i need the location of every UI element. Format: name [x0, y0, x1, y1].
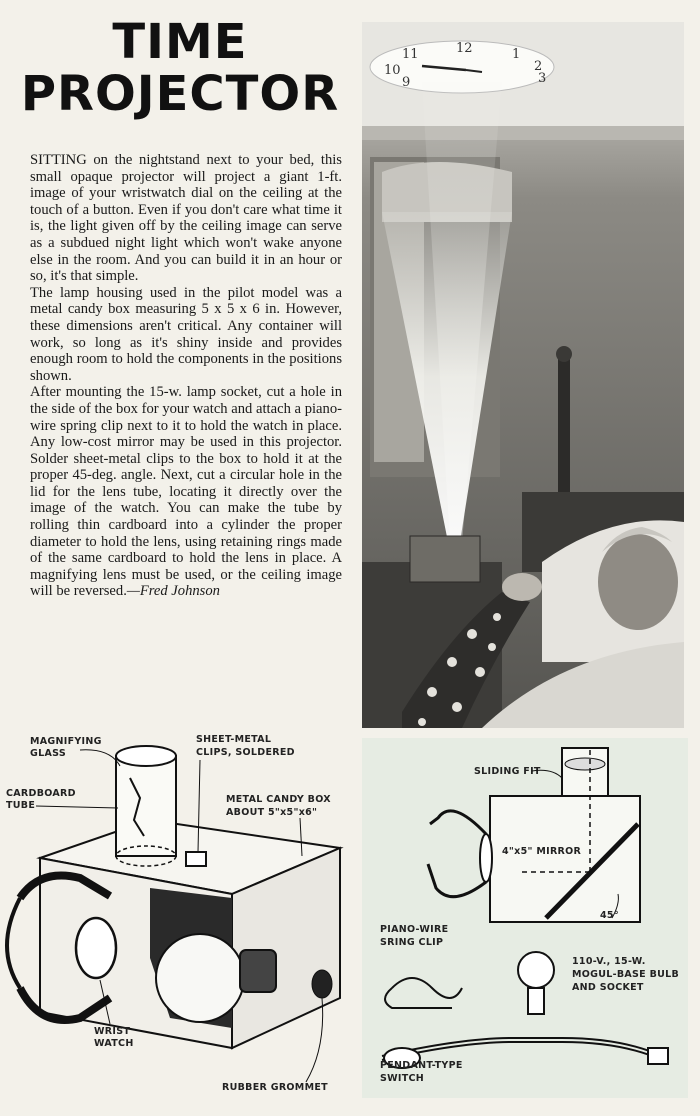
svg-text:10: 10: [384, 63, 401, 78]
svg-text:2: 2: [534, 59, 543, 74]
label-wrist: WRIST: [94, 1026, 131, 1037]
svg-text:11: 11: [402, 47, 419, 62]
label-piano-wire: PIANO-WIRE: [380, 924, 449, 935]
paragraph-3-text: After mounting the 15-w. lamp socket, cut a hole in the side of the box for your watch and attach a piano-wire spring clip next to it to hold the watch in place. Any low-cost mirror may be used in this projector. Solder sheet-metal clips to the box to hold it at the proper 45-deg. angle. Next, cut a circular hole in the lid for the lens tube, locating it directly over the image of the watch. You can make the tube by rolling thin cardboard into a cylinder the proper diameter to hold the lens, using retaining rings made of the same cardboard to hold the lens in place. A magnifying lens must be used, or the ceiling image will be reversed.: [30, 384, 342, 600]
cardboard-tube: [116, 746, 176, 866]
label-rubber-grommet: RUBBER GROMMET: [222, 1082, 328, 1093]
label-angle: 45°: [600, 910, 619, 921]
svg-text:3: 3: [538, 71, 547, 86]
label-sliding-fit: SLIDING FIT: [474, 766, 541, 777]
article-body: [30, 152, 342, 600]
label-watch: WATCH: [94, 1038, 134, 1049]
projector-cutaway-diagram: [0, 728, 360, 1112]
label-bulb-line-3: AND SOCKET: [572, 982, 644, 993]
projector-schematic-diagram: [362, 738, 688, 1098]
byline: —Fred Johnson: [126, 583, 220, 600]
label-bulb-line-1: 110-V., 15-W.: [572, 956, 646, 967]
label-spring-clip: SRING CLIP: [380, 937, 444, 948]
paragraph-2: The lamp housing used in the pilot model was a metal candy box measuring 5 x 5 x 6 in. However, these dimensions aren't critical. Any container will work, so long as it's shiny inside and provides enough room to hold the components in the positions shown.: [30, 284, 342, 384]
label-metal-candy-box: METAL CANDY BOX: [226, 794, 331, 805]
label-pendant-line-1: PENDANT-TYPE: [380, 1060, 463, 1071]
label-glass: GLASS: [30, 748, 66, 759]
title-line-1: TIME: [112, 14, 248, 70]
label-pendant-line-2: SWITCH: [380, 1073, 425, 1084]
label-clips-soldered: CLIPS, SOLDERED: [196, 747, 295, 758]
label-mirror: 4"x5" MIRROR: [502, 846, 582, 857]
svg-text:9: 9: [402, 75, 411, 90]
label-cardboard: CARDBOARD: [6, 788, 76, 799]
label-box-size: ABOUT 5"x5"x6": [226, 807, 318, 818]
bedroom-photo: [362, 22, 684, 728]
title-line-2: PROJECTOR: [20, 66, 340, 122]
label-magnifying: MAGNIFYING: [30, 736, 102, 747]
label-tube: TUBE: [6, 800, 36, 811]
svg-text:12: 12: [456, 41, 473, 56]
svg-text:1: 1: [512, 47, 521, 62]
paragraph-1: SITTING on the nightstand next to your bed, this small opaque projector will project a giant 1-ft. image of your wristwatch dial on the ceiling at the touch of a button. Even if you don't care what time it is, the light given off by the ceiling image can serve as a subdued night light which won't wake anyone else in the room. And you can build it in an hour or so, it's that simple.: [30, 152, 342, 285]
paragraph-3: [30, 384, 342, 600]
label-sheet-metal: SHEET-METAL: [196, 734, 272, 745]
label-bulb-line-2: MOGUL-BASE BULB: [572, 969, 680, 980]
